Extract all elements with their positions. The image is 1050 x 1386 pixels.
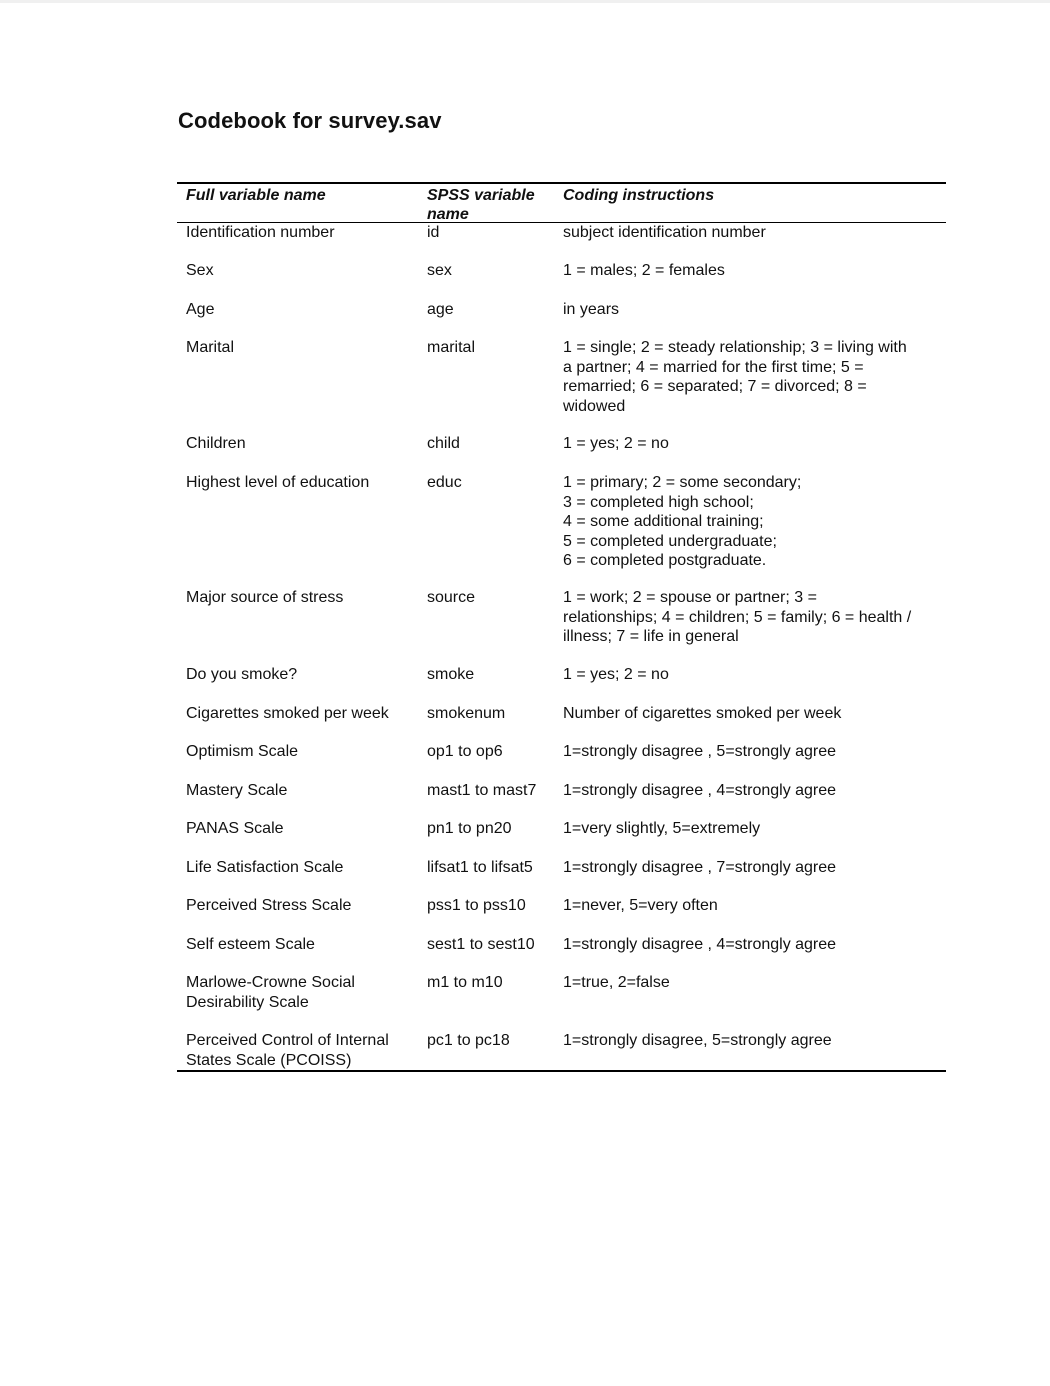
full-name-line: Sex	[186, 262, 214, 279]
header-spss-line-2: name	[427, 206, 469, 223]
table-row	[177, 973, 946, 1031]
table-body	[177, 223, 946, 1070]
coding-line: 1=strongly disagree , 5=strongly agree	[563, 743, 837, 760]
table-row	[177, 935, 946, 973]
coding-line: subject identification number	[563, 224, 766, 241]
cell-full-variable-name	[186, 223, 418, 243]
cell-full-variable-name	[186, 261, 418, 281]
coding-line: remarried; 6 = separated; 7 = divorced; 8 =	[563, 378, 867, 395]
cell-spss-variable-name: age	[427, 301, 454, 318]
coding-line: 1 = single; 2 = steady relationship; 3 = living with	[563, 339, 907, 356]
coding-line: 1=very slightly, 5=extremely	[563, 820, 761, 837]
cell-coding-instructions	[563, 223, 943, 243]
cell-full-variable-name	[186, 338, 418, 358]
cell-full-variable-name	[186, 473, 418, 493]
coding-line: 3 = completed high school;	[563, 493, 754, 511]
cell-spss-variable-name: pc1 to pc18	[427, 1032, 510, 1049]
header-coding-instructions: Coding instructions	[563, 187, 715, 204]
cell-full-variable-name	[186, 742, 418, 762]
codebook-table	[177, 182, 946, 1072]
table-header-row	[177, 184, 946, 223]
cell-coding-instructions	[563, 781, 943, 801]
header-spss-variable-name	[427, 186, 552, 224]
full-name-line: Marital	[186, 339, 235, 356]
full-name-line: Desirability Scale	[186, 993, 309, 1011]
full-name-line: Do you smoke?	[186, 666, 298, 683]
table-row	[177, 300, 946, 338]
coding-line: 4 = some additional training;	[563, 513, 764, 530]
cell-coding-instructions	[563, 896, 943, 916]
coding-line: relationships; 4 = children; 5 = family; 6 = health /	[563, 608, 912, 626]
full-name-line: Life Satisfaction Scale	[186, 859, 344, 876]
table-row	[177, 261, 946, 300]
table-row	[177, 819, 946, 858]
cell-coding-instructions	[563, 261, 943, 281]
cell-coding-instructions	[563, 588, 943, 647]
coding-line: 1=strongly disagree, 5=strongly agree	[563, 1032, 832, 1049]
table-row	[177, 1031, 946, 1070]
cell-full-variable-name	[186, 434, 418, 454]
table-row	[177, 223, 946, 261]
coding-line: illness; 7 = life in general	[563, 628, 739, 645]
full-name-line: Cigarettes smoked per week	[186, 705, 389, 722]
coding-line: widowed	[563, 397, 626, 415]
coding-line: Number of cigarettes smoked per week	[563, 705, 842, 722]
full-name-line: Identification number	[186, 224, 335, 241]
coding-line: 1 = yes; 2 = no	[563, 666, 669, 683]
cell-spss-variable-name: educ	[427, 474, 462, 491]
cell-coding-instructions	[563, 858, 943, 878]
cell-full-variable-name	[186, 665, 418, 685]
cell-coding-instructions	[563, 973, 943, 993]
full-name-line: States Scale (PCOISS)	[186, 1051, 352, 1069]
cell-spss-variable-name: mast1 to mast7	[427, 782, 537, 799]
full-name-line: Perceived Control of Internal	[186, 1032, 389, 1049]
coding-line: 1=strongly disagree , 7=strongly agree	[563, 859, 837, 876]
cell-spss-variable-name: sest1 to sest10	[427, 936, 535, 953]
cell-spss-variable-name: child	[427, 435, 460, 452]
cell-spss-variable-name: pn1 to pn20	[427, 820, 512, 837]
cell-coding-instructions	[563, 704, 943, 724]
full-name-line: Self esteem Scale	[186, 936, 315, 953]
table-row	[177, 473, 946, 588]
header-spss-line-1: SPSS variable	[427, 187, 535, 204]
cell-full-variable-name	[186, 1031, 418, 1070]
cell-spss-variable-name: pss1 to pss10	[427, 897, 526, 914]
cell-full-variable-name	[186, 300, 418, 320]
full-name-line: Children	[186, 435, 246, 452]
cell-full-variable-name	[186, 935, 418, 955]
cell-full-variable-name	[186, 819, 418, 839]
cell-spss-variable-name: marital	[427, 339, 476, 356]
cell-full-variable-name	[186, 588, 418, 608]
coding-line: 1 = work; 2 = spouse or partner; 3 =	[563, 589, 817, 606]
coding-line: 5 = completed undergraduate;	[563, 532, 777, 550]
coding-line: 6 = completed postgraduate.	[563, 552, 767, 569]
full-name-line: Major source of stress	[186, 589, 344, 606]
header-full-variable-name: Full variable name	[186, 187, 326, 204]
cell-full-variable-name	[186, 781, 418, 801]
table-row	[177, 896, 946, 935]
coding-line: in years	[563, 301, 620, 318]
table-row	[177, 781, 946, 819]
cell-coding-instructions	[563, 935, 943, 955]
coding-line: 1=true, 2=false	[563, 974, 670, 991]
cell-full-variable-name	[186, 973, 418, 1012]
coding-line: a partner; 4 = married for the first time; 5 =	[563, 358, 864, 376]
cell-coding-instructions	[563, 819, 943, 839]
document-title: Codebook for survey.sav	[178, 108, 442, 133]
cell-spss-variable-name: id	[427, 224, 440, 241]
table-row	[177, 434, 946, 473]
coding-line: 1=strongly disagree , 4=strongly agree	[563, 782, 837, 799]
cell-full-variable-name	[186, 858, 418, 878]
full-name-line: Marlowe-Crowne Social	[186, 974, 355, 991]
full-name-line: PANAS Scale	[186, 820, 284, 837]
cell-coding-instructions	[563, 665, 943, 685]
cell-coding-instructions	[563, 1031, 943, 1051]
cell-coding-instructions	[563, 300, 943, 320]
table-row	[177, 704, 946, 742]
cell-spss-variable-name: smoke	[427, 666, 475, 683]
coding-line: 1 = males; 2 = females	[563, 262, 725, 279]
full-name-line: Mastery Scale	[186, 782, 288, 799]
coding-line: 1 = yes; 2 = no	[563, 435, 669, 452]
cell-coding-instructions	[563, 434, 943, 454]
table-row	[177, 858, 946, 896]
full-name-line: Perceived Stress Scale	[186, 897, 352, 914]
cell-spss-variable-name: m1 to m10	[427, 974, 503, 991]
cell-spss-variable-name: smokenum	[427, 705, 506, 722]
coding-line: 1 = primary; 2 = some secondary;	[563, 474, 802, 491]
table-row	[177, 742, 946, 781]
cell-full-variable-name	[186, 704, 418, 724]
cell-coding-instructions	[563, 473, 943, 571]
cell-spss-variable-name: source	[427, 589, 476, 606]
table-row	[177, 665, 946, 704]
table-row	[177, 338, 946, 434]
cell-full-variable-name	[186, 896, 418, 916]
cell-coding-instructions	[563, 338, 943, 416]
full-name-line: Age	[186, 301, 215, 318]
cell-spss-variable-name: op1 to op6	[427, 743, 503, 760]
coding-line: 1=never, 5=very often	[563, 897, 718, 914]
full-name-line: Optimism Scale	[186, 743, 299, 760]
table-row	[177, 588, 946, 665]
coding-line: 1=strongly disagree , 4=strongly agree	[563, 936, 837, 953]
cell-spss-variable-name: sex	[427, 262, 452, 279]
cell-spss-variable-name: lifsat1 to lifsat5	[427, 859, 533, 876]
cell-coding-instructions	[563, 742, 943, 762]
full-name-line: Highest level of education	[186, 474, 370, 491]
